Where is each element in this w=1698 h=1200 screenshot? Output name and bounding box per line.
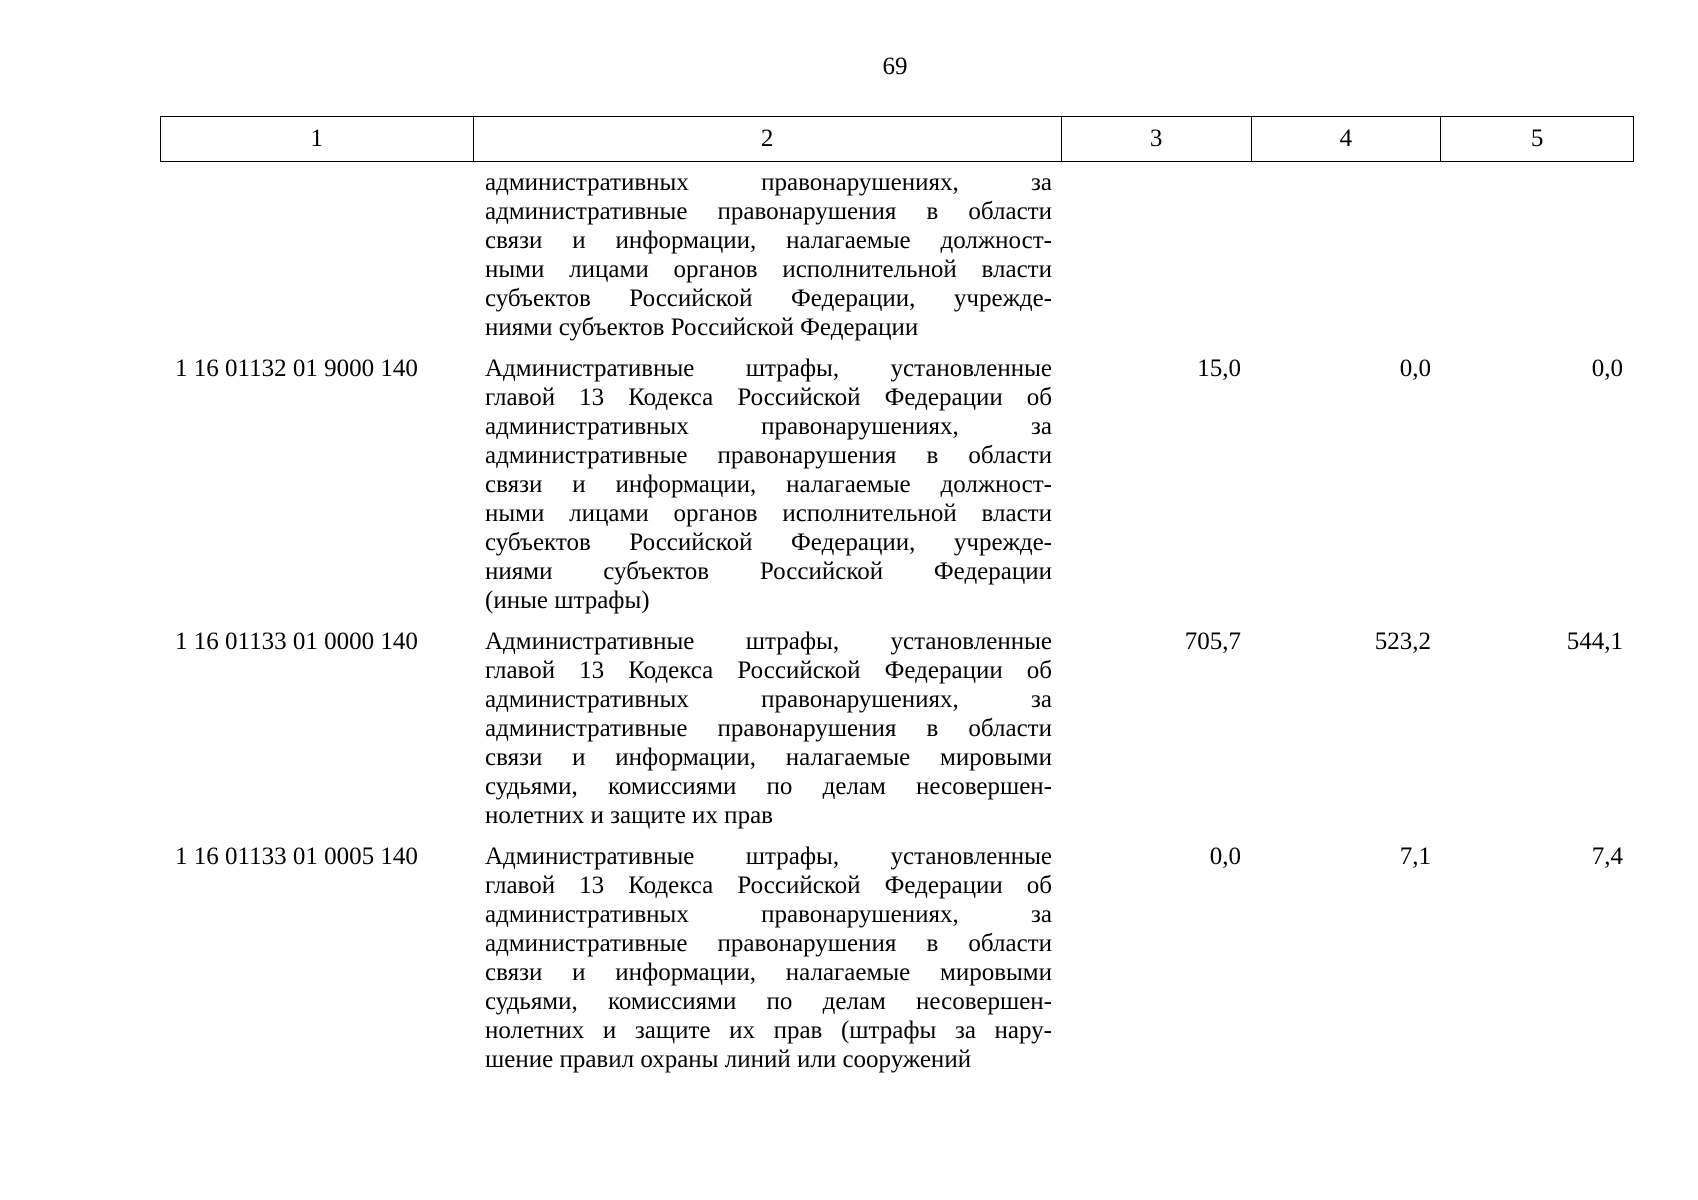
table-body: [160, 168, 1634, 1074]
value-cell-col4: [1252, 168, 1442, 342]
description-line: субъектов Российской Федерации, учрежде-: [485, 285, 1052, 312]
description-line: административных правонарушениях, за: [485, 413, 1052, 440]
description-line: ными лицами органов исполнительной власти: [485, 256, 1052, 283]
column-header-2: 2: [474, 117, 1062, 161]
budget-code-cell: 1 16 01133 01 0000 140: [175, 628, 418, 655]
table-row: [160, 627, 1634, 830]
description-cell: [473, 168, 1062, 342]
budget-code-cell: 1 16 01132 01 9000 140: [175, 355, 418, 382]
column-header-1: 1: [161, 117, 474, 161]
value-cell-col4: 523,2: [1374, 628, 1431, 655]
value-cell-col5: 544,1: [1566, 628, 1623, 655]
table-header: [160, 116, 1634, 162]
description-line: административные правонарушения в области: [485, 442, 1052, 469]
description-cell: [473, 842, 1062, 1074]
description-line: судьями, комиссиями по делам несовершен-: [485, 988, 1052, 1015]
description-line: (иные штрафы): [485, 587, 650, 614]
description-line: субъектов Российской Федерации, учрежде-: [485, 529, 1052, 556]
column-header-3: 3: [1062, 117, 1252, 161]
description-line: судьями, комиссиями по делам несовершен-: [485, 773, 1052, 800]
description-line: главой 13 Кодекса Российской Федерации об: [485, 384, 1052, 411]
description-line: связи и информации, налагаемые мировыми: [485, 959, 1052, 986]
value-cell-col3: [1062, 168, 1252, 342]
budget-code-cell: 1 16 01133 01 0005 140: [175, 843, 418, 870]
column-header-5: 5: [1530, 125, 1544, 152]
description-line: нолетних и защите их прав: [485, 802, 773, 829]
description-line: главой 13 Кодекса Российской Федерации об: [485, 657, 1052, 684]
description-line: Административные штрафы, установленные: [485, 843, 1052, 870]
description-line: связи и информации, налагаемые должност-: [485, 471, 1052, 498]
description-line: главой 13 Кодекса Российской Федерации об: [485, 872, 1052, 899]
description-line: административных правонарушениях, за: [485, 686, 1052, 713]
description-line: связи и информации, налагаемые мировыми: [485, 744, 1052, 771]
value-cell-col5: [1442, 168, 1634, 342]
description-line: ниями субъектов Российской Федерации: [485, 314, 919, 341]
value-cell-col3: 15,0: [1197, 355, 1241, 382]
value-cell-col4: 0,0: [1399, 355, 1431, 382]
value-cell-col5: 0,0: [1591, 355, 1623, 382]
description-line: ными лицами органов исполнительной власти: [485, 500, 1052, 527]
table-row: [160, 842, 1634, 1074]
description-line: связи и информации, налагаемые должност-: [485, 227, 1052, 254]
value-cell-col3: 705,7: [1184, 628, 1241, 655]
description-line: Административные штрафы, установленные: [485, 355, 1052, 382]
description-line: ниями субъектов Российской Федерации: [485, 558, 1052, 585]
value-cell-col4: 7,1: [1399, 843, 1431, 870]
description-line: нолетних и защите их прав (штрафы за нару-: [485, 1017, 1052, 1044]
description-line: шение правил охраны линий или сооружений: [485, 1046, 972, 1073]
description-line: административных правонарушениях, за: [485, 901, 1052, 928]
value-cell-col5: 7,4: [1591, 843, 1623, 870]
description-cell: [473, 627, 1062, 830]
table-row: [160, 354, 1634, 615]
description-line: Административные штрафы, установленные: [485, 628, 1052, 655]
description-line: административные правонарушения в области: [485, 198, 1052, 225]
value-cell-col3: 0,0: [1209, 843, 1241, 870]
budget-code-cell: [160, 168, 473, 342]
page-number: 69: [882, 53, 908, 80]
description-cell: [473, 354, 1062, 615]
table-row: [160, 168, 1634, 342]
description-line: административные правонарушения в области: [485, 930, 1052, 957]
description-line: административных правонарушениях, за: [485, 169, 1052, 196]
description-line: административные правонарушения в области: [485, 715, 1052, 742]
column-header-4: 4: [1252, 117, 1442, 161]
